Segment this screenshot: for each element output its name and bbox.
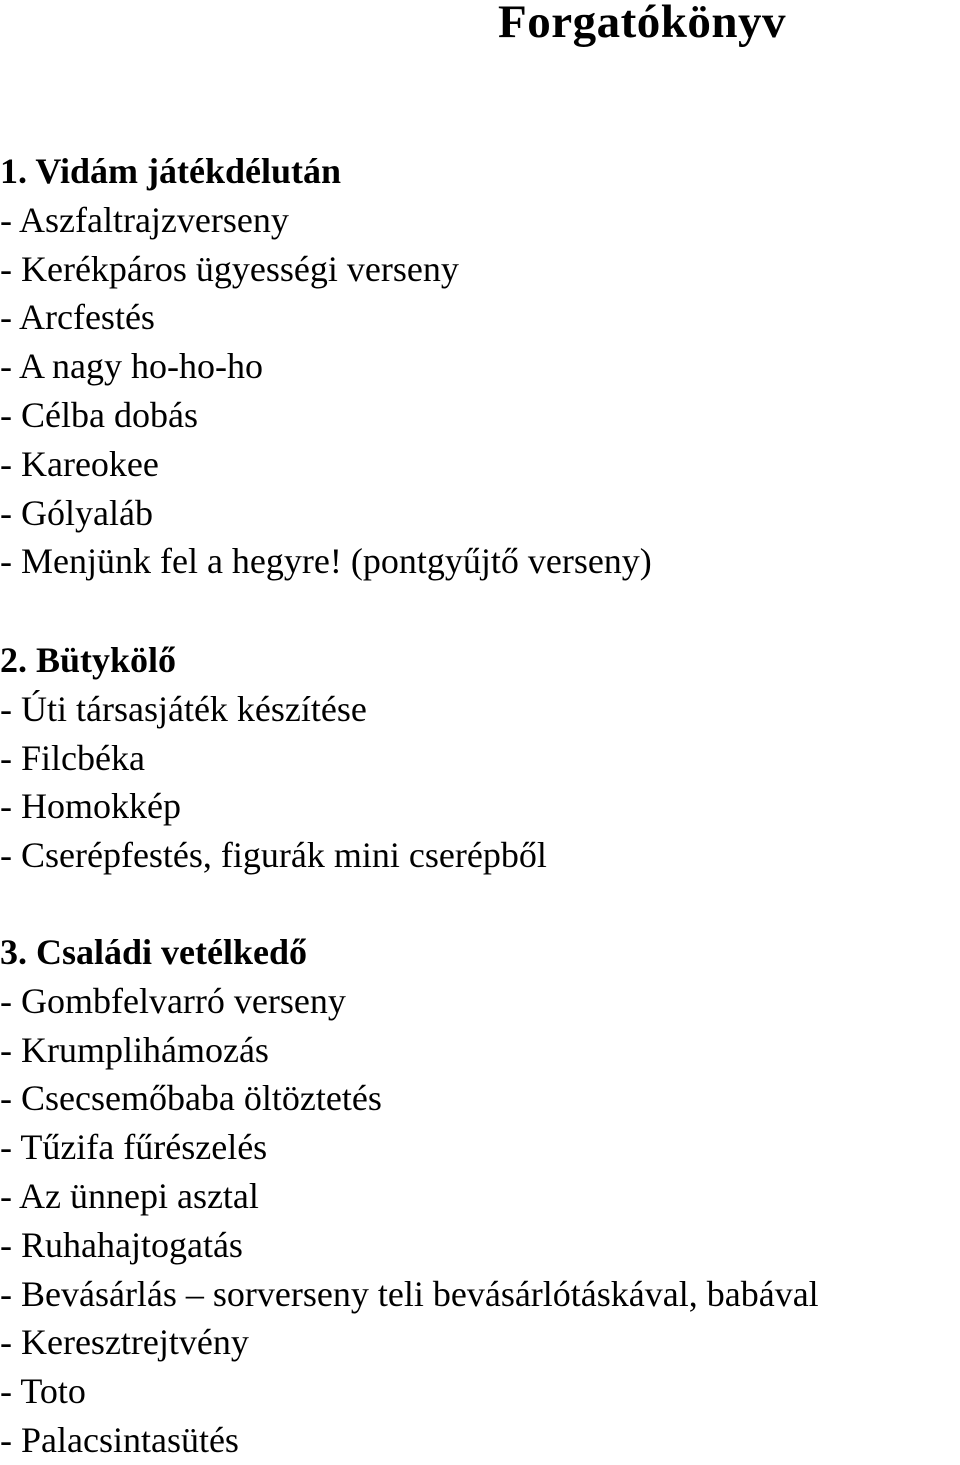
list-item: - Filcbéka <box>0 737 145 778</box>
list-item: - Kerékpáros ügyességi verseny <box>0 248 459 289</box>
section-heading: 2. Bütykölő <box>0 640 177 680</box>
list-item: - Homokkép <box>0 786 181 827</box>
list-item: - Krumplihámozás <box>0 1029 269 1070</box>
list-item: - A nagy ho-ho-ho <box>0 346 263 387</box>
section-heading: 3. Családi vetélkedő <box>0 932 308 972</box>
list-item: - Ruhahajtogatás <box>0 1224 243 1265</box>
page-title: Forgatókönyv <box>498 0 786 48</box>
list-item: - Toto <box>0 1371 86 1412</box>
list-item: - Gólyaláb <box>0 492 153 533</box>
list-item: - Aszfaltrajzverseny <box>0 199 289 240</box>
list-item: - Palacsintasütés <box>0 1419 239 1460</box>
list-item: - Arcfestés <box>0 297 155 338</box>
list-item: - Tűzifa fűrészelés <box>0 1127 268 1168</box>
list-item: - Csecsemőbaba öltöztetés <box>0 1078 382 1119</box>
section-csaladi-vetelkedo <box>0 928 960 1465</box>
list-item: - Kareokee <box>0 443 159 484</box>
list-item: - Menjünk fel a hegyre! (pontgyűjtő verseny) <box>0 541 652 582</box>
section-heading: 1. Vidám játékdélután <box>0 151 342 191</box>
list-item: - Úti társasjáték készítése <box>0 688 367 729</box>
list-item: - Bevásárlás – sorverseny teli bevásárlótáskával, babával <box>0 1273 819 1314</box>
section-butykolo <box>0 636 960 880</box>
list-item: - Gombfelvarró verseny <box>0 980 346 1021</box>
list-item: - Cserépfestés, figurák mini cserépből <box>0 835 547 876</box>
list-item: - Célba dobás <box>0 394 198 435</box>
list-item: - Az ünnepi asztal <box>0 1175 259 1216</box>
list-item: - Keresztrejtvény <box>0 1322 249 1363</box>
section-vidam-jatekdelutan <box>0 147 960 586</box>
